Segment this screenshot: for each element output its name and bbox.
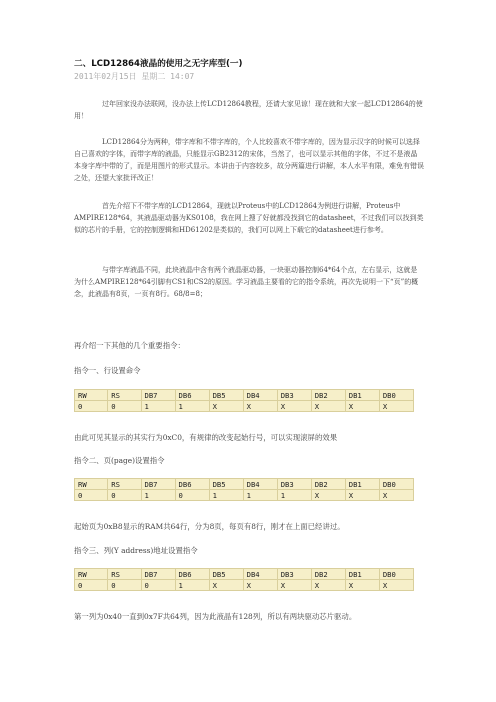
article-title: 二、LCD12864液晶的使用之无字库型(一) [74,59,243,69]
table-cell: DB6 [175,390,209,401]
table-cell: DB3 [277,569,311,580]
table-cell: X [209,580,243,591]
command-2-table [74,478,414,501]
table-cell: 0 [175,490,209,501]
table-cell: DB0 [379,569,413,580]
table-cell: DB0 [379,479,413,490]
table-cell: X [379,490,413,501]
table-cell: RS [108,390,141,401]
table-cell: 0 [108,580,141,591]
table-cell: X [311,401,345,412]
table-cell: DB1 [345,569,379,580]
table-cell: DB3 [277,479,311,490]
paragraph-types: LCD12864分为两种，带字库和不带字库的，个人比较喜欢不带字库的，因为显示汉字的时候可以选择自己喜欢的字体，而带字库的液晶，只能显示GB2312的宋体，当然了，也可以显示其他的字体，不过不是液晶本身字库中带的了，而是用图片的形式显示。本讲由于内容较多，故分两篇进行讲解，本人水平有限，难免有错误之处，还望大家批评改正！ [74,138,424,182]
table-cell: DB7 [141,569,175,580]
table-cell: 0 [108,401,141,412]
table-cell: 0 [75,580,108,591]
table-cell: DB0 [379,390,413,401]
table-cell: RS [108,479,141,490]
table-cell: 0 [141,580,175,591]
table-cell: X [243,401,277,412]
table-cell: X [209,401,243,412]
table-cell: X [277,401,311,412]
table-cell: RW [75,569,108,580]
table-cell: 1 [277,490,311,501]
table-cell: DB5 [209,569,243,580]
command-3-label: 指令三、列(Y address)地址设置指令 [74,546,198,555]
table-cell: DB7 [141,390,175,401]
table-cell: DB2 [311,569,345,580]
table-cell: 1 [175,401,209,412]
table-header-row [75,479,414,490]
table-row [75,401,414,412]
command-1-table [74,389,414,412]
paragraph-proteus: 首先介绍下不带字库的LCD12864，现就以Proteus中的LCD12864为例进行讲解，Proteus中AMPIRE128*64，其液晶驱动器为KS0108，我在网上搜了好就都没找到它的datasheet，不过我们可以找到类似的芯片的手册，它的控制逻辑和HD61202是类似的，我们可以网上下载它的datasheet进行参考。 [74,202,424,234]
table-cell: RW [75,479,108,490]
table-row [75,580,414,591]
table-cell: DB7 [141,479,175,490]
table-cell: X [311,580,345,591]
table-cell: 1 [175,580,209,591]
table-header-row [75,390,414,401]
table-cell: X [345,490,379,501]
command-3-note: 第一列为0x40一直到0x7F共64列，因为此液晶有128列，所以有两块驱动芯片驱动。 [74,612,357,621]
table-cell: DB1 [345,390,379,401]
table-row [75,490,414,501]
table-cell: 1 [209,490,243,501]
table-cell: X [379,401,413,412]
table-cell: DB1 [345,479,379,490]
table-cell: DB6 [175,569,209,580]
article-date: 2011年02月15日 星期二 14:07 [74,72,195,81]
table-cell: DB2 [311,479,345,490]
table-cell: 0 [75,490,108,501]
table-cell: X [345,580,379,591]
command-3-table [74,568,414,591]
table-cell: DB4 [243,479,277,490]
intro-line: 再介绍一下其他的几个重要指令： [74,341,185,350]
command-1-label: 指令一、行设置命令 [74,366,141,375]
table-cell: DB2 [311,390,345,401]
table-cell: DB5 [209,390,243,401]
paragraph-driver: 与带字库液晶不同，此块液晶中含有两个液晶驱动器，一块驱动器控制64*64个点，左右显示，这就是为什么AMPIRE128*64引脚有CS1和CS2的原因。学习液晶主要看的它的指令系统，再次先说明一下“页”的概念，此液晶有8页，一页有8行。68/8=8； [74,266,419,298]
table-cell: RW [75,390,108,401]
table-cell: X [345,401,379,412]
command-2-note: 起始页为0xB8显示的RAM共64行，分为8页，每页有8行，刚才在上面已经讲过。 [74,522,345,531]
command-1-note: 由此可见其显示的其实行为0xC0，有规律的改变起始行号，可以实现滚屏的效果 [74,433,338,442]
table-cell: DB4 [243,390,277,401]
table-cell: 1 [141,490,175,501]
command-2-label: 指令二、页(page)设置指令 [74,456,165,465]
table-cell: X [379,580,413,591]
table-cell: X [277,580,311,591]
table-cell: 0 [108,490,141,501]
table-cell: RS [108,569,141,580]
table-cell: DB4 [243,569,277,580]
table-header-row [75,569,414,580]
table-cell: 0 [75,401,108,412]
table-cell: DB5 [209,479,243,490]
table-cell: X [243,580,277,591]
paragraph-intro: 过年回家没办法联网，没办法上传LCD12864教程，还请大家见谅！现在就和大家一起LCD12864的使用！ [74,100,423,120]
table-cell: X [311,490,345,501]
table-cell: 1 [243,490,277,501]
table-cell: DB6 [175,479,209,490]
table-cell: 1 [141,401,175,412]
table-cell: DB3 [277,390,311,401]
